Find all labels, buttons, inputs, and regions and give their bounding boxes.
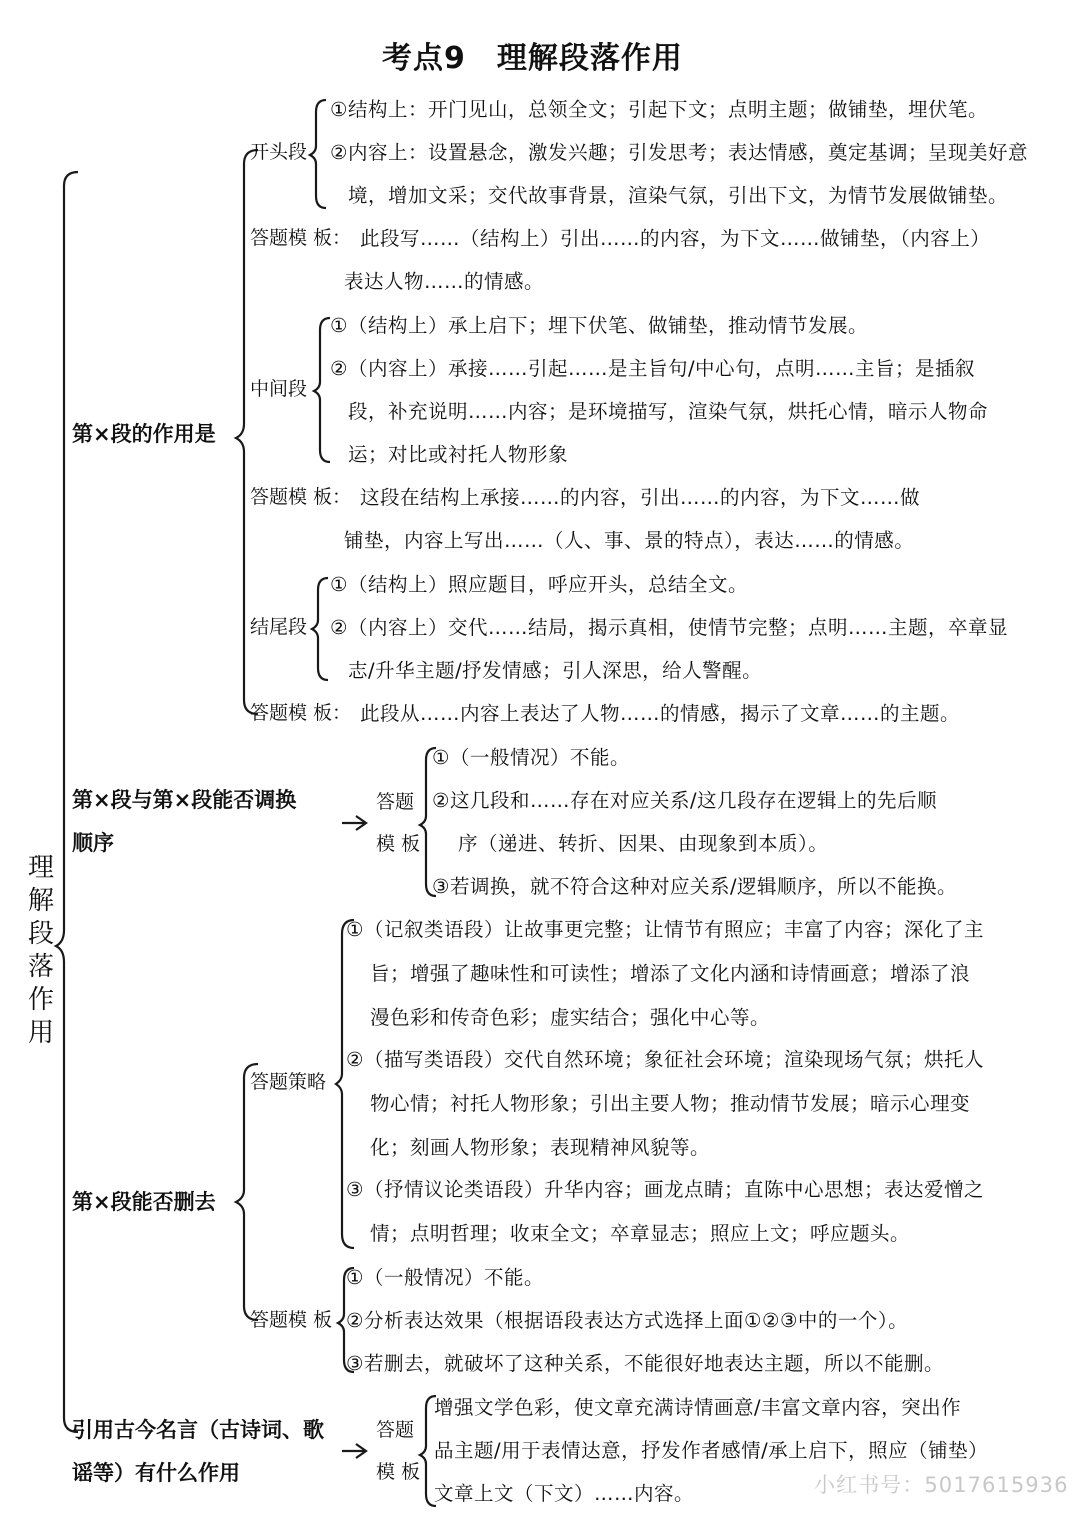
- section4-line: 品主题/用于表情达意，抒发作者感情/承上启下，照应（铺垫）: [434, 1439, 989, 1462]
- middle-template-line: 这段在结构上承接……的内容，引出……的内容，为下文……做: [360, 486, 921, 509]
- middle-line: 段，补充说明……内容；是环境描写，渲染气氛，烘托心情，暗示人物命: [348, 400, 989, 423]
- opening-line: ②内容上：设置悬念，激发兴趣；引发思考；表达情感，奠定基调；呈现美好意: [330, 141, 1028, 164]
- ending-line: 志/升华主题/抒发情感；引人深思，给人警醒。: [348, 659, 763, 682]
- section2-line: ③若调换，就不符合这种对应关系/逻辑顺序，所以不能换。: [432, 875, 958, 898]
- middle-line: 运；对比或衬托人物形象: [348, 443, 569, 466]
- strategy-line: 旨；增强了趣味性和可读性；增添了文化内涵和诗情画意；增添了浪: [370, 962, 971, 985]
- section4-template-label: 模 板: [376, 1461, 421, 1483]
- middle-template-line: 铺垫，内容上写出……（人、事、景的特点），表达……的情感。: [344, 529, 915, 552]
- section3-template-label: 答题模 板: [250, 1309, 333, 1331]
- section2-heading: 顺序: [72, 831, 114, 855]
- section2-template-label: 模 板: [376, 833, 421, 855]
- section3-template-line: ①（一般情况）不能。: [346, 1266, 544, 1289]
- section2-template-label: 答题: [376, 791, 415, 813]
- section1-heading: 第×段的作用是: [72, 422, 216, 446]
- section4-template-label: 答题: [376, 1419, 415, 1441]
- section4-heading: 引用古今名言（古诗词、歌: [72, 1418, 324, 1442]
- section2-arrow: [342, 816, 366, 830]
- section3-template-line: ③若删去，就破坏了这种关系，不能很好地表达主题，所以不能删。: [346, 1352, 944, 1375]
- strategy-line: 物心情；衬托人物形象；引出主要人物；推动情节发展；暗示心理变: [370, 1092, 971, 1115]
- section2-brace: [420, 748, 436, 896]
- strategy-line: 情；点明哲理；收束全文；卒章显志；照应上文；呼应题头。: [370, 1222, 911, 1245]
- watermark-text: 小红书号：5017615936: [814, 1472, 1069, 1497]
- section3-template-line: ②分析表达效果（根据语段表达方式选择上面①②③中的一个）。: [346, 1309, 909, 1332]
- middle-template-label: 答题模 板：: [250, 486, 352, 508]
- opening-template-label: 答题模 板：: [250, 227, 352, 249]
- opening-line: 境，增加文采；交代故事背景，渲染气氛，引出下文，为情节发展做铺垫。: [348, 184, 1009, 207]
- opening-brace: [310, 100, 326, 208]
- ending-label: 结尾段: [250, 616, 308, 638]
- opening-line: ①结构上：开门见山，总领全文；引起下文；点明主题；做铺垫，埋伏笔。: [330, 98, 988, 121]
- ending-template-line: 此段从……内容上表达了人物……的情感，揭示了文章……的主题。: [360, 702, 961, 725]
- middle-label: 中间段: [250, 378, 308, 400]
- ending-line: ②（内容上）交代……结局，揭示真相，使情节完整；点明……主题，卒章显: [330, 616, 1008, 639]
- section3-heading: 第×段能否删去: [72, 1190, 216, 1214]
- section4-heading: 谣等）有什么作用: [72, 1461, 240, 1485]
- ending-template-label: 答题模 板：: [250, 702, 352, 724]
- strategy-line: ③（抒情议论类语段）升华内容；画龙点睛；直陈中心思想；表达爱憎之: [346, 1178, 984, 1201]
- section4-line: 文章上文（下文）……内容。: [434, 1482, 695, 1505]
- opening-template-line: 表达人物……的情感。: [344, 270, 545, 293]
- section4-arrow: [342, 1444, 366, 1458]
- ending-line: ①（结构上）照应题目，呼应开头，总结全文。: [330, 573, 748, 596]
- section2-line: ②这几段和……存在对应关系/这几段存在逻辑上的先后顺: [432, 789, 938, 812]
- page-title: 考点9 理解段落作用: [382, 41, 683, 76]
- section2-heading: 第×段与第×段能否调换: [72, 788, 297, 812]
- section2-line: 序（递进、转折、因果、由现象到本质）。: [458, 832, 829, 855]
- middle-line: ①（结构上）承上启下；埋下伏笔、做铺垫，推动情节发展。: [330, 314, 868, 337]
- strategy-label: 答题策略: [250, 1071, 327, 1093]
- opening-label: 开头段: [250, 141, 308, 163]
- opening-template-line: 此段写……（结构上）引出……的内容，为下文……做铺垫，（内容上）: [360, 227, 991, 250]
- section4-line: 增强文学色彩，使文章充满诗情画意/丰富文章内容，突出作: [434, 1396, 962, 1419]
- section2-line: ①（一般情况）不能。: [432, 746, 630, 769]
- strategy-line: 化；刻画人物形象；表现精神风貌等。: [370, 1136, 711, 1159]
- strategy-line: ①（记叙类语段）让故事更完整；让情节有照应；丰富了内容；深化了主: [346, 918, 984, 941]
- strategy-line: 漫色彩和传奇色彩；虚实结合；强化中心等。: [370, 1006, 771, 1029]
- middle-line: ②（内容上）承接……引起……是主旨句/中心句，点明……主旨；是插叙: [330, 357, 976, 380]
- root-label: 理解段落作用: [27, 853, 54, 1048]
- section3-brace: [236, 1064, 258, 1320]
- strategy-line: ②（描写类语段）交代自然环境；象征社会环境；渲染现场气氛；烘托人: [346, 1048, 984, 1071]
- middle-brace: [314, 318, 330, 462]
- ending-brace: [312, 578, 328, 680]
